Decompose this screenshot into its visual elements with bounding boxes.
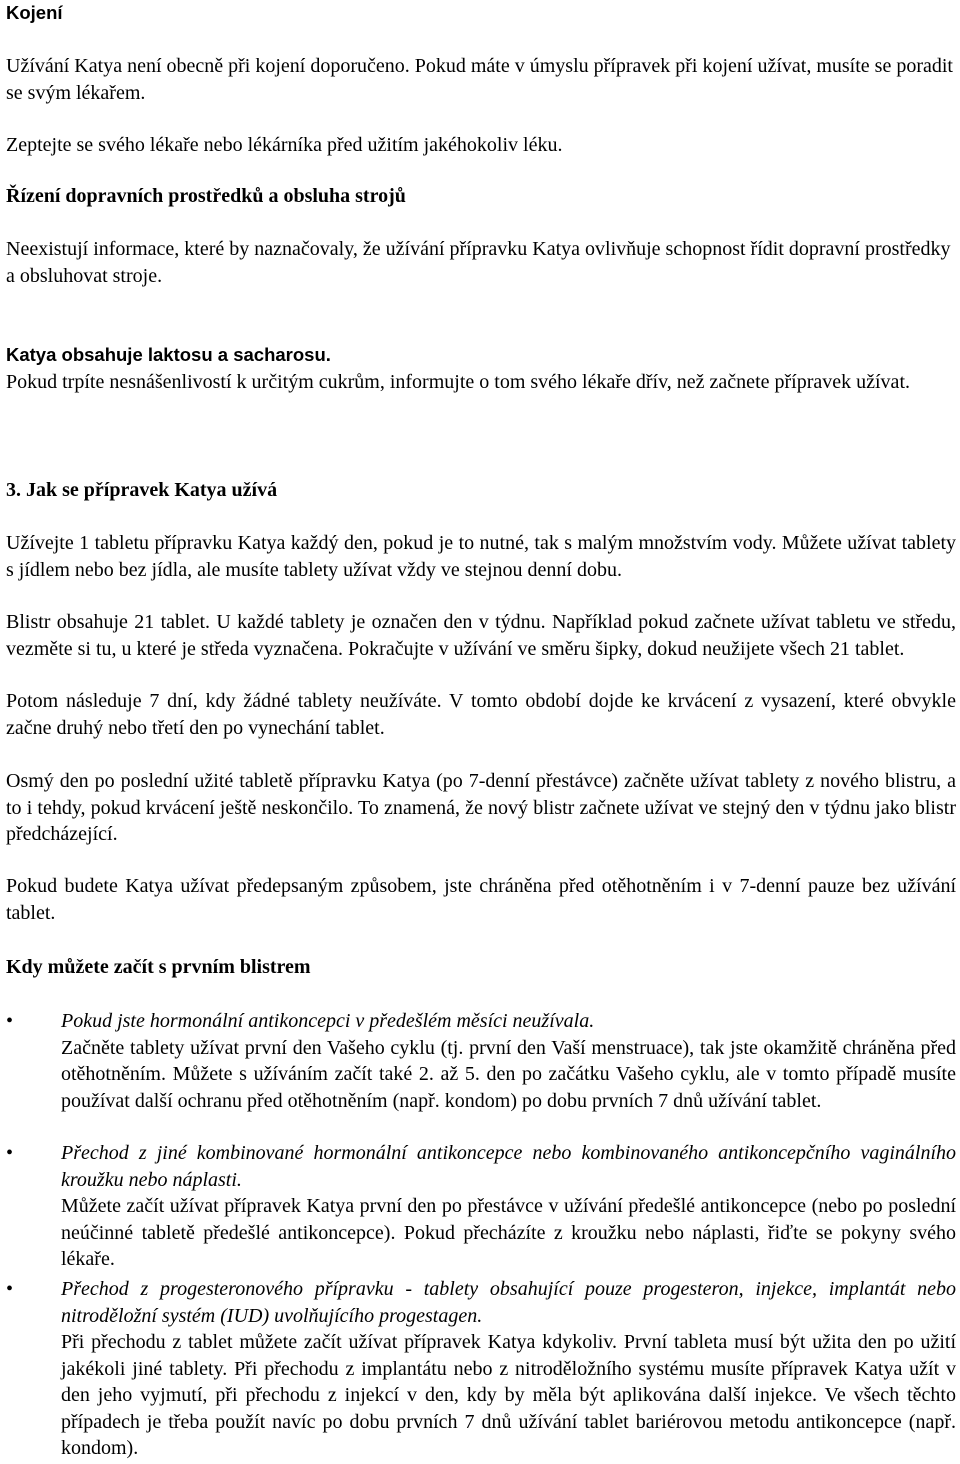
heading-start: Kdy můžete začít s prvním blistrem: [6, 956, 311, 978]
list-item-text: Začněte tablety užívat první den Vašeho cyklu (tj. první den Vaší menstruace), tak jste okamžitě chráněna před otěhotněním. Můžete s užíváním začít také 2. až 5. den po začátku Vašeho cyklu, ale v tomto případě musíte používat další ochranu před otěhotněním (např. kondom) po dobu prvních 7 dnů užívání tablet.: [61, 1036, 956, 1112]
list-item-title: Přechod z jiné kombinované hormonální antikoncepce nebo kombinovaného antikoncepčního vaginálního kroužku nebo náplasti.: [61, 1142, 956, 1191]
breastfeeding-paragraph-2: Zeptejte se svého lékaře nebo lékárníka před užitím jakéhokoliv léku.: [6, 134, 563, 156]
heading-breastfeeding: Kojení: [6, 2, 63, 23]
list-item-text: Při přechodu z tablet můžete začít užívat přípravek Katya kdykoliv. První tableta musí být užita den po užití jakékoli jiné tablety. Při přechodu z implantátu nebo z nitroděložního systému musíte přípravek Katya užít v den jeho vyjmutí, při přechodu z injekcí v den, kdy by měla být aplikována další injekce. Ve všech těchto případech je třeba použít navíc po dobu prvních 7 dnů užívání tablet bariérovou metodu antikoncepce (např. kondom).: [61, 1331, 956, 1459]
heading-driving: Řízení dopravních prostředků a obsluha strojů: [6, 185, 406, 207]
bullet-icon: •: [6, 1278, 14, 1300]
list-item-text: Můžete začít užívat přípravek Katya první den po přestávce v užívání předešlé antikoncepce (nebo po poslední neúčinné tabletě předešlé antikoncepce). Pokud přecházíte z kroužku nebo náplasti, řiďte se pokyny svého lékaře.: [61, 1195, 956, 1270]
usage-paragraph-1: Užívejte 1 tabletu přípravku Katya každý den, pokud je to nutné, tak s malým množstvím vody. Můžete užívat tablety s jídlem nebo bez jídla, ale musíte tablety užívat vždy ve stejnou denní dobu.: [6, 532, 956, 581]
usage-paragraph-2: Blistr obsahuje 21 tablet. U každé tablety je označen den v týdnu. Například pokud začnete užívat tabletu ve středu, vezměte si tu, u které je středa vyznačena. Pokračujte v užívání ve směru šipky, dokud neužijete všech 21 tablet.: [6, 611, 956, 660]
bullet-icon: •: [6, 1010, 14, 1032]
usage-paragraph-3: Potom následuje 7 dní, kdy žádné tablety neužíváte. V tomto období dojde ke krvácení z vysazení, které obvykle začne druhý nebo třetí den po vynechání tablet.: [6, 690, 956, 739]
usage-paragraph-5: Pokud budete Katya užívat předepsaným způsobem, jste chráněna před otěhotněním i v 7-denní pauze bez užívání tablet.: [6, 875, 956, 924]
bullet-icon: •: [6, 1142, 14, 1164]
heading-lactose: Katya obsahuje laktosu a sacharosu.: [6, 344, 331, 365]
driving-paragraph: Neexistují informace, které by naznačovaly, že užívání přípravku Katya ovlivňuje schopnost řídit dopravní prostředky a obsluhovat stroje.: [6, 238, 951, 287]
lactose-paragraph: Pokud trpíte nesnášenlivostí k určitým cukrům, informujte o tom svého lékaře dřív, než začnete přípravek užívat.: [6, 371, 910, 393]
heading-usage: 3. Jak se přípravek Katya užívá: [6, 479, 278, 501]
list-item-title: Pokud jste hormonální antikoncepci v předešlém měsíci neužívala.: [61, 1010, 595, 1032]
usage-paragraph-4: Osmý den po poslední užité tabletě přípravku Katya (po 7-denní přestávce) začněte užívat tablety z nového blistru, a to i tehdy, pokud krvácení ještě neskončilo. To znamená, že nový blistr začnete užívat ve stejný den v týdnu jako blistr předcházející.: [6, 770, 956, 845]
list-item-title: Přechod z progesteronového přípravku - tablety obsahující pouze progesteron, injekce, implantát nebo nitroděložní systém (IUD) uvolňujícího progestagen.: [61, 1278, 956, 1327]
breastfeeding-paragraph-1: Užívání Katya není obecně při kojení doporučeno. Pokud máte v úmyslu přípravek při kojení užívat, musíte se poradit se svým lékařem.: [6, 55, 953, 104]
